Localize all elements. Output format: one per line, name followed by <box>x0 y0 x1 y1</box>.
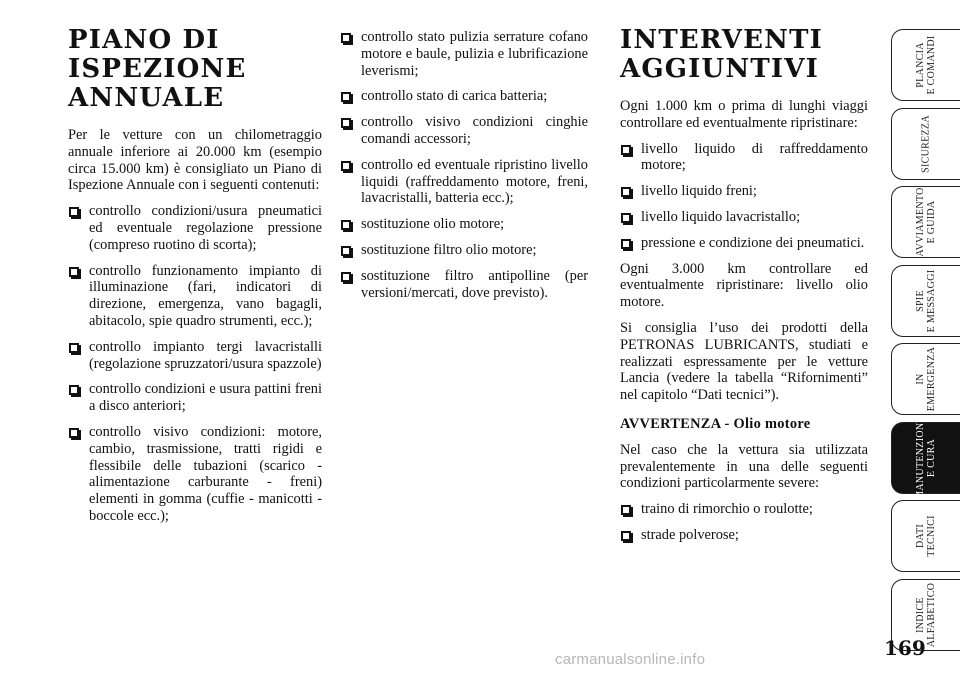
checklist-item-text: strade polverose; <box>641 526 739 543</box>
checklist-item <box>340 242 588 259</box>
checklist <box>340 29 588 301</box>
checklist-item-text: sostituzione filtro olio motore; <box>361 241 537 258</box>
paragraph-petronas: Si consiglia l’uso dei prodotti della PETRONAS LUBRICANTS, studiati e realizzati espressamente per le vetture Lancia (vedere la tabella “Rifornimenti” nel capitolo “Dati tecnici”). <box>620 319 868 404</box>
title-line: ANNUALE <box>68 83 225 113</box>
checkbox-bullet-icon <box>341 220 351 230</box>
checklist-item-text: livello liquido lavacristallo; <box>641 208 801 225</box>
checklist-item-text: controllo funzionamento impianto di illuminazione (fari, indicatori di direzione, emergenza, vano bagagli, abitacolo, spie quadro strumenti, ecc.); <box>89 262 322 329</box>
checkbox-bullet-icon <box>621 531 631 541</box>
tab-label: SPIE <box>915 290 926 312</box>
tab-label: AVVIAMENTO <box>915 187 926 257</box>
title-line: INTERVENTI <box>620 25 824 55</box>
watermark: carmanualsonline.info <box>555 651 706 668</box>
checkbox-bullet-icon <box>621 187 631 197</box>
checkbox-bullet-icon <box>341 118 351 128</box>
section-title-piano-ispezione <box>68 26 322 113</box>
intro-paragraph: Per le vetture con un chilometraggio annuale inferiore ai 20.000 km (esempio circa 15.000 km) è consigliato un Piano di Ispezione Annuale con i seguenti contenuti: <box>68 127 322 194</box>
paragraph-3000km: Ogni 3.000 km controllare ed eventualmente ripristinare: livello olio motore. <box>620 260 868 311</box>
tab-label: E GUIDA <box>926 200 937 244</box>
checklist-item <box>620 209 868 226</box>
checklist-item <box>620 235 868 252</box>
checklist-item <box>68 263 322 330</box>
checklist-item-text: pressione e condizione dei pneumatici. <box>641 234 865 251</box>
checkbox-bullet-icon <box>69 385 79 395</box>
tab-avviamento-guida[interactable] <box>891 186 960 258</box>
checkbox-bullet-icon <box>341 33 351 43</box>
checkbox-bullet-icon <box>69 428 79 438</box>
tab-label: TECNICI <box>926 515 937 557</box>
title-line: ISPEZIONE <box>68 54 247 84</box>
tab-plancia-comandi[interactable] <box>891 29 960 101</box>
checklist-item <box>340 88 588 105</box>
checklist-item <box>340 268 588 302</box>
checkbox-bullet-icon <box>69 343 79 353</box>
tab-label: E COMANDI <box>926 35 937 95</box>
checkbox-bullet-icon <box>69 267 79 277</box>
checklist <box>620 501 868 544</box>
checklist-item-text: controllo visivo condizioni: motore, cambio, trasmissione, tratti rigidi e flessibile delle tubazioni (scarico - alimentazione carburante - freni) elementi in gomma (cuffie - manicotti - boccole ecc.); <box>89 423 322 524</box>
checkbox-bullet-icon <box>69 207 79 217</box>
tab-label: E MESSAGGI <box>926 269 937 333</box>
tab-label: IN <box>915 373 926 385</box>
checklist-item-text: livello liquido di raffreddamento motore; <box>641 140 868 174</box>
checklist-item-text: controllo stato pulizia serrature cofano motore e baule, pulizia e lubrificazione leverismi; <box>361 29 588 79</box>
checklist-item-text: controllo stato di carica batteria; <box>361 88 548 105</box>
tab-label: E CURA <box>926 438 937 478</box>
checkbox-bullet-icon <box>621 213 631 223</box>
tab-dati-tecnici[interactable] <box>891 500 960 572</box>
tab-label: MANUTENZIONE <box>915 416 926 500</box>
column-right <box>620 26 868 553</box>
tab-in-emergenza[interactable] <box>891 343 960 415</box>
checklist-item <box>68 381 322 415</box>
checklist-item-text: traino di rimorchio o roulotte; <box>641 501 813 518</box>
checklist-item <box>68 424 322 525</box>
tab-label: DATI <box>915 524 926 548</box>
tab-label: INDICE <box>915 597 926 633</box>
warning-paragraph: Nel caso che la vettura sia utilizzata prevalentemente in una delle seguenti condizioni particolarmente severe: <box>620 441 868 492</box>
checklist-item <box>68 339 322 373</box>
checkbox-bullet-icon <box>621 145 631 155</box>
checkbox-bullet-icon <box>341 246 351 256</box>
checklist-item <box>340 114 588 148</box>
checklist-item-text: controllo ed eventuale ripristino livello liquidi (raffreddamento motore, freni, lavacristalli, batteria ecc.); <box>361 156 588 207</box>
column-middle <box>340 29 588 310</box>
intro-paragraph: Ogni 1.000 km o prima di lunghi viaggi controllare ed eventualmente ripristinare: <box>620 98 868 131</box>
checkbox-bullet-icon <box>341 272 351 282</box>
checklist-item-text: controllo condizioni e usura pattini freni a disco anteriori; <box>89 381 322 415</box>
checklist-item-text: sostituzione filtro antipolline (per versioni/mercati, dove previsto). <box>361 267 588 301</box>
column-left <box>68 26 322 534</box>
section-title-interventi-aggiuntivi <box>620 26 868 84</box>
checklist-item <box>340 29 588 79</box>
checkbox-bullet-icon <box>621 239 631 249</box>
checklist-item <box>620 183 868 200</box>
checklist-item <box>620 501 868 518</box>
checkbox-bullet-icon <box>621 505 631 515</box>
checklist <box>620 141 868 252</box>
checklist-item-text: controllo condizioni/usura pneumatici ed eventuale regolazione pressione (compreso ruotino di scorta); <box>89 203 322 253</box>
checklist-item-text: sostituzione olio motore; <box>361 216 505 233</box>
checkbox-bullet-icon <box>341 161 351 171</box>
checklist-item <box>68 203 322 253</box>
page-number: 169 <box>884 636 926 660</box>
title-line: PIANO DI <box>68 25 220 55</box>
tab-manutenzione-cura[interactable] <box>891 416 960 500</box>
tab-sicurezza[interactable] <box>891 108 960 180</box>
tab-spie-messaggi[interactable] <box>891 265 960 337</box>
checklist-item <box>620 527 868 544</box>
tab-label: SICUREZZA <box>920 115 932 173</box>
checklist-item <box>340 216 588 233</box>
checklist-item <box>340 157 588 207</box>
checkbox-bullet-icon <box>341 92 351 102</box>
checklist-item-text: controllo visivo condizioni cinghie comandi accessori; <box>361 114 588 147</box>
checklist-item <box>620 141 868 175</box>
checklist <box>68 203 322 525</box>
tab-label: ALFABETICO <box>926 582 937 648</box>
title-line: AGGIUNTIVI <box>620 54 820 84</box>
checklist-item-text: controllo impianto tergi lavacristalli (regolazione spruzzatori/usura spazzole) <box>89 338 322 372</box>
tab-label: EMERGENZA <box>926 346 937 412</box>
warning-heading: AVVERTENZA - Olio motore <box>620 415 811 432</box>
tab-label: PLANCIA <box>915 42 926 88</box>
checklist-item-text: livello liquido freni; <box>641 183 757 200</box>
